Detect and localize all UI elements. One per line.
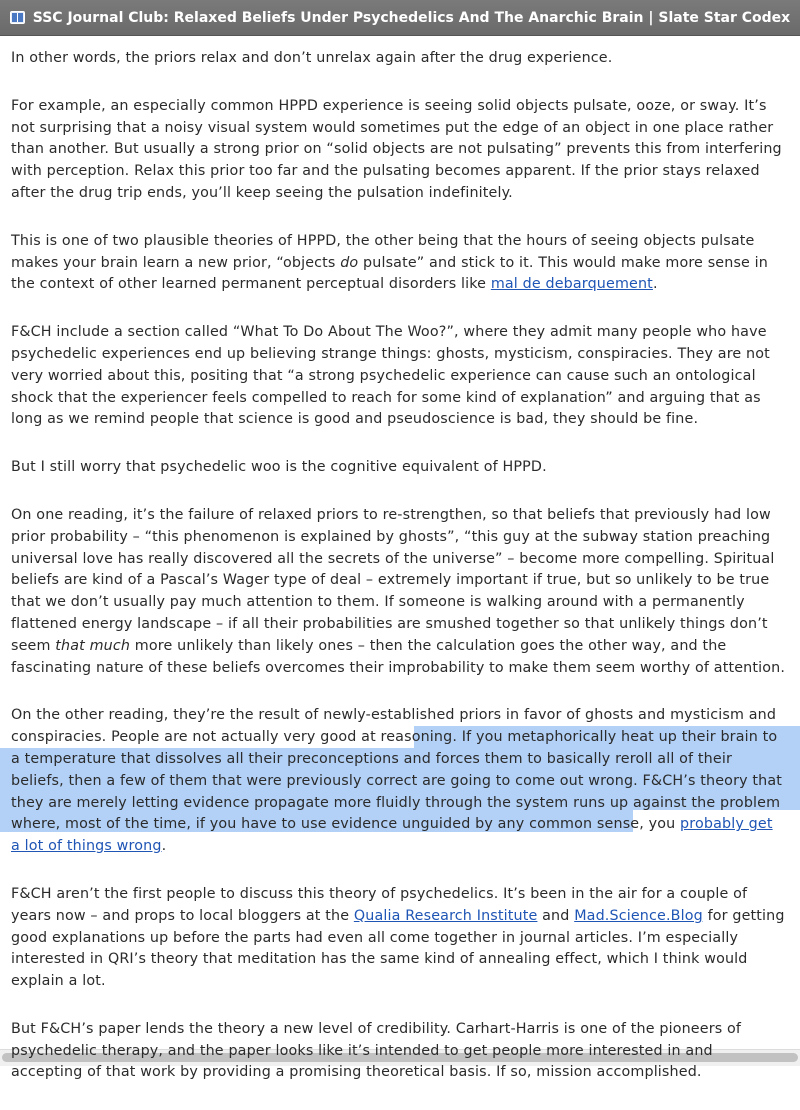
paragraph-5: But I still worry that psychedelic woo is the cognitive equivalent of HPPD.: [11, 459, 547, 476]
reader-book-icon: [10, 10, 25, 25]
paragraph-6: On one reading, it’s the failure of relaxed priors to re-strengthen, so that beliefs that previously had low prior probability – “this phenomenon is explained by ghosts”, “this guy at the subway station preaching universal love has really discovered all the secrets of the universe” – become more compelling. Spiritual beliefs are kind of a Pascal’s Wager type of deal – extremely important if true, but so unlikely to be true that we don’t usually pay much attention to them. If someone is walking around with a permanently flattened energy landscape – if all their probabilities are smushed together so that unlikely things don’t seem that much more unlikely than likely ones – then the calculation goes the other way, and the fascinating nature of these beliefs overcomes their improbability to make them seem worthy of attention.: [11, 506, 786, 676]
link-a-lot-of-things-wrong[interactable]: a lot of things wrong: [11, 838, 162, 855]
window-title: SSC Journal Club: Relaxed Beliefs Under Psychedelics And The Anarchic Brain | Slate Star Codex: [32, 9, 791, 26]
link-qualia-research-institute[interactable]: Qualia Research Institute: [353, 907, 538, 924]
paragraph-3: This is one of two plausible theories of HPPD, the other being that the hours of seeing objects pulsate makes your brain learn a new prior, “objects do pulsate” and stick to it. This would make more sense in the context of other learned permanent perceptual disorders like mal de debarquement.: [11, 232, 769, 293]
link-mal-de-debarquement[interactable]: mal de debarquement: [490, 276, 653, 293]
paragraph-2: For example, an especially common HPPD experience is seeing solid objects pulsate, ooze, or sway. It’s not surprising that a noisy visual system would sometimes put the edge of an object in one place rather than another. But usually a strong prior on “solid objects are not pulsating” prevents this from interfering with perception. Relax this prior too far and the pulsating becomes apparent. If the prior stays relaxed after the drug trip ends, you’ll keep seeing the pulsation indefinitely.: [11, 97, 782, 201]
window-titlebar: [0, 0, 800, 36]
paragraph-4: F&CH include a section called “What To Do About The Woo?”, where they admit many people who have psychedelic experiences end up believing strange things: ghosts, mysticism, conspiracies. They are not very worried about this, positing that “a strong psychedelic experience can cause such an ontological shock that the experiencer feels compelled to reach for some kind of explanation” and arguing that as long as we remind people that science is good and pseudoscience is bad, they should be fine.: [11, 324, 770, 428]
link-probably-get[interactable]: probably get: [680, 816, 773, 833]
link-mad-science-blog[interactable]: Mad.Science.Blog: [574, 907, 703, 924]
article-body: [11, 48, 786, 1110]
paragraph-9: But F&CH’s paper lends the theory a new level of credibility. Carhart-Harris is one of the pioneers of psychedelic therapy, and the paper looks like it’s intended to get people more interested in and accepting of that work by providing a promising theoretical basis. If so, mission accomplished.: [11, 1020, 742, 1081]
paragraph-7: On the other reading, they’re the result of newly-established priors in favor of ghosts and mysticism and conspiracies. People are not actually very good at reasoning. If you metaphorically heat up their brain to a temperature that dissolves all their preconceptions and forces them to basically reroll all of their beliefs, then a few of them that were previously correct are going to come out wrong. F&CH’s theory that they are merely letting evidence propagate more fluidly through the system runs up against the problem where, most of the time, if you have to use evidence unguided by any common sense, you probably get a lot of things wrong.: [11, 707, 783, 855]
paragraph-1: In other words, the priors relax and don’t unrelax again after the drug experience.: [11, 50, 613, 66]
paragraph-8: F&CH aren’t the first people to discuss this theory of psychedelics. It’s been in the air for a couple of years now – and props to local bloggers at the Qualia Research Institute and Mad.Science.Blog for getting good explanations up before the parts had even all come together in journal articles. I’m especially interested in QRI’s theory that meditation has the same kind of annealing effect, which I think would explain a lot.: [11, 885, 785, 990]
